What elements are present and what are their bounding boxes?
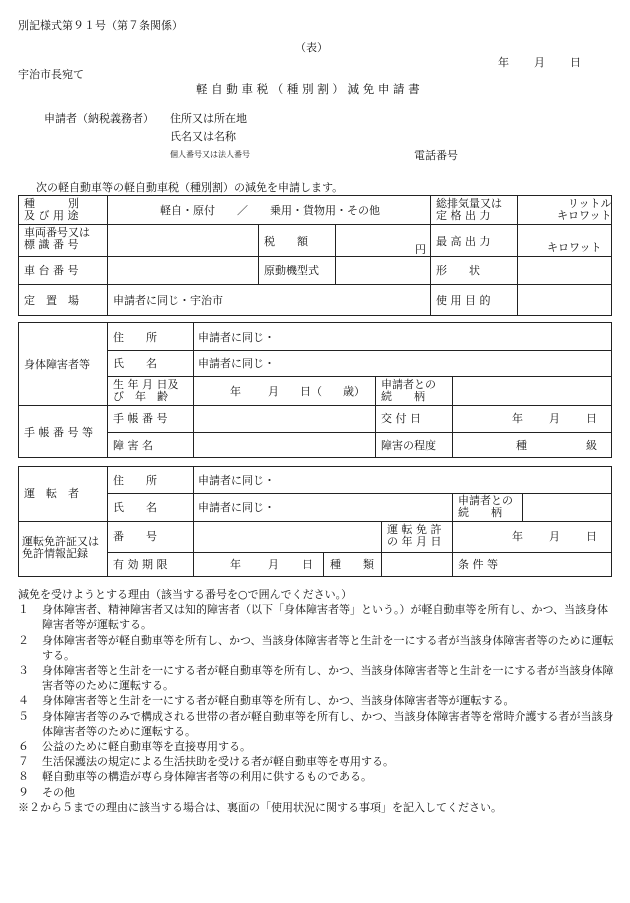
date-month: 月 [534, 56, 545, 69]
issued-year: 年 [512, 412, 523, 425]
license-condition-label: 条 件 等 [458, 558, 498, 571]
driver-name-value: 申請者に同じ・ [198, 501, 275, 514]
grade-level: 級 [586, 439, 597, 452]
type-value: 軽自・原付 ／ 乗用・貨物用・その他 [160, 204, 380, 217]
purpose-label: 使 用 目 的 [436, 294, 491, 307]
driver-section-label: 運 転 者 [24, 487, 79, 500]
disability-name-label: 障 害 名 [113, 439, 153, 452]
date-year: 年 [498, 56, 509, 69]
disabled-name-value: 申請者に同じ・ [198, 357, 275, 370]
form-number: 別記様式第９１号（第７条関係） [18, 19, 183, 32]
disabled-relation-label: 申請者との 続 柄 [381, 378, 436, 403]
applicant-number-label: 個人番号又は法人番号 [170, 150, 250, 159]
addressee: 宇治市長宛て [18, 68, 84, 81]
license-date-month: 月 [549, 530, 560, 543]
reasons-heading: 減免を受けようとする理由（該当する番号を○で囲んでください。） [18, 588, 353, 601]
disabled-name-label: 氏 名 [113, 357, 157, 370]
issued-day: 日 [586, 412, 597, 425]
driver-name-label: 氏 名 [113, 501, 157, 514]
chassis-number-label: 車 台 番 号 [24, 264, 79, 277]
license-class-label: 種 類 [330, 558, 374, 571]
disability-degree-label: 障害の程度 [381, 439, 436, 452]
license-date-day: 日 [586, 530, 597, 543]
dob-year: 年 [230, 385, 241, 398]
intro-text: 次の軽自動車等の軽自動車税（種別割）の減免を申請します。 [36, 181, 344, 194]
applicant-phone-label: 電話番号 [414, 149, 458, 162]
type-label: 種 別 及 び 用 途 [24, 197, 79, 222]
expiry-year: 年 [230, 558, 241, 571]
issued-month: 月 [549, 412, 560, 425]
expiry-month: 月 [268, 558, 279, 571]
dob-age: 歳） [343, 385, 365, 398]
reason-item: ８ 軽自動車等の構造が専ら身体障害者等の利用に供するものである。 [18, 770, 372, 784]
dob-day: 日（ [300, 385, 322, 398]
date-day: 日 [570, 56, 581, 69]
reason-item: ７ 生活保護法の規定による生活扶助を受ける者が軽自動車等を専用する。 [18, 755, 394, 769]
expiry-day: 日 [302, 558, 313, 571]
license-date-label: 運 転 免 許 の 年 月 日 [387, 523, 442, 548]
reason-item: １ 身体障害者、精神障害者又は知的障害者（以下「身体障害者等」という。）が軽自動車等を所有し、かつ、当該身体障害者等が運転する。 [18, 603, 609, 632]
driver-address-value: 申請者に同じ・ [198, 474, 275, 487]
reason-item: ９ その他 [18, 785, 75, 799]
applicant-label: 申請者（納税義務者） [44, 112, 154, 125]
reason-item: ２ 身体障害者等が軽自動車等を所有し、かつ、当該身体障害者等と生計を一にする者が当該身体障害者等のために運転する。 [18, 633, 614, 662]
disabled-dob-label: 生 年 月 日及 び 年 齢 [113, 378, 179, 403]
page-title: 軽 自 動 車 税 （ 種 別 割 ） 減 免 申 請 書 [196, 82, 420, 96]
license-expiry-label: 有 効 期 限 [113, 558, 168, 571]
applicant-name-label: 氏名又は名称 [170, 130, 236, 143]
max-output-label: 最 高 出 力 [436, 235, 491, 248]
disabled-address-label: 住 所 [113, 331, 157, 344]
license-date-year: 年 [512, 530, 523, 543]
displacement-units: リットル キロワット [557, 197, 612, 222]
tax-label: 税 額 [264, 235, 308, 248]
license-section-label: 運転免許証又は 免許情報記録 [22, 535, 99, 560]
driver-address-label: 住 所 [113, 474, 157, 487]
handbook-issued-label: 交 付 日 [381, 412, 421, 425]
plate-label: 車両番号又は 標 識 番 号 [24, 226, 90, 251]
handbook-number-label: 手 帳 番 号 [113, 412, 168, 425]
reason-item: ６ 公益のために軽自動車等を直接専用する。 [18, 740, 251, 754]
yen-unit: 円 [415, 243, 426, 256]
shape-label: 形 状 [436, 264, 480, 277]
max-output-unit: キロワット [547, 241, 602, 254]
disabled-address-value: 申請者に同じ・ [198, 331, 275, 344]
handbook-section-label: 手 帳 番 号 等 [24, 426, 93, 439]
reason-item: ５ 身体障害者等のみで構成される世帯の者が軽自動車等を所有し、かつ、当該身体障害者等を常時介護する者が当該身体障害者等のために運転する。 [18, 709, 614, 738]
reasons-section [18, 587, 618, 815]
form-side-label: （表） [295, 41, 328, 54]
license-number-label: 番 号 [113, 530, 157, 543]
displacement-label: 総排気量又は 定 格 出 力 [436, 197, 502, 222]
reasons-note: ※２から５までの理由に該当する場合は、裏面の「使用状況に関する事項」を記入してください。 [18, 800, 502, 814]
dob-month: 月 [268, 385, 279, 398]
reason-item: ３ 身体障害者等と生計を一にする者が軽自動車等を所有し、かつ、当該身体障害者等と生計を一にする者が当該身体障害者等のために運転する。 [18, 664, 614, 693]
driver-relation-label: 申請者との 続 柄 [458, 494, 513, 519]
reason-item: ４ 身体障害者等と生計を一にする者が軽自動車等を所有し、かつ、当該身体障害者等が運転する。 [18, 694, 515, 708]
grade-type: 種 [516, 439, 527, 452]
storage-label: 定 置 場 [24, 294, 79, 307]
applicant-address-label: 住所又は所在地 [170, 112, 247, 125]
engine-model-label: 原動機型式 [264, 264, 319, 277]
disabled-section-label: 身体障害者等 [24, 358, 90, 371]
storage-value: 申請者に同じ・宇治市 [113, 294, 223, 307]
